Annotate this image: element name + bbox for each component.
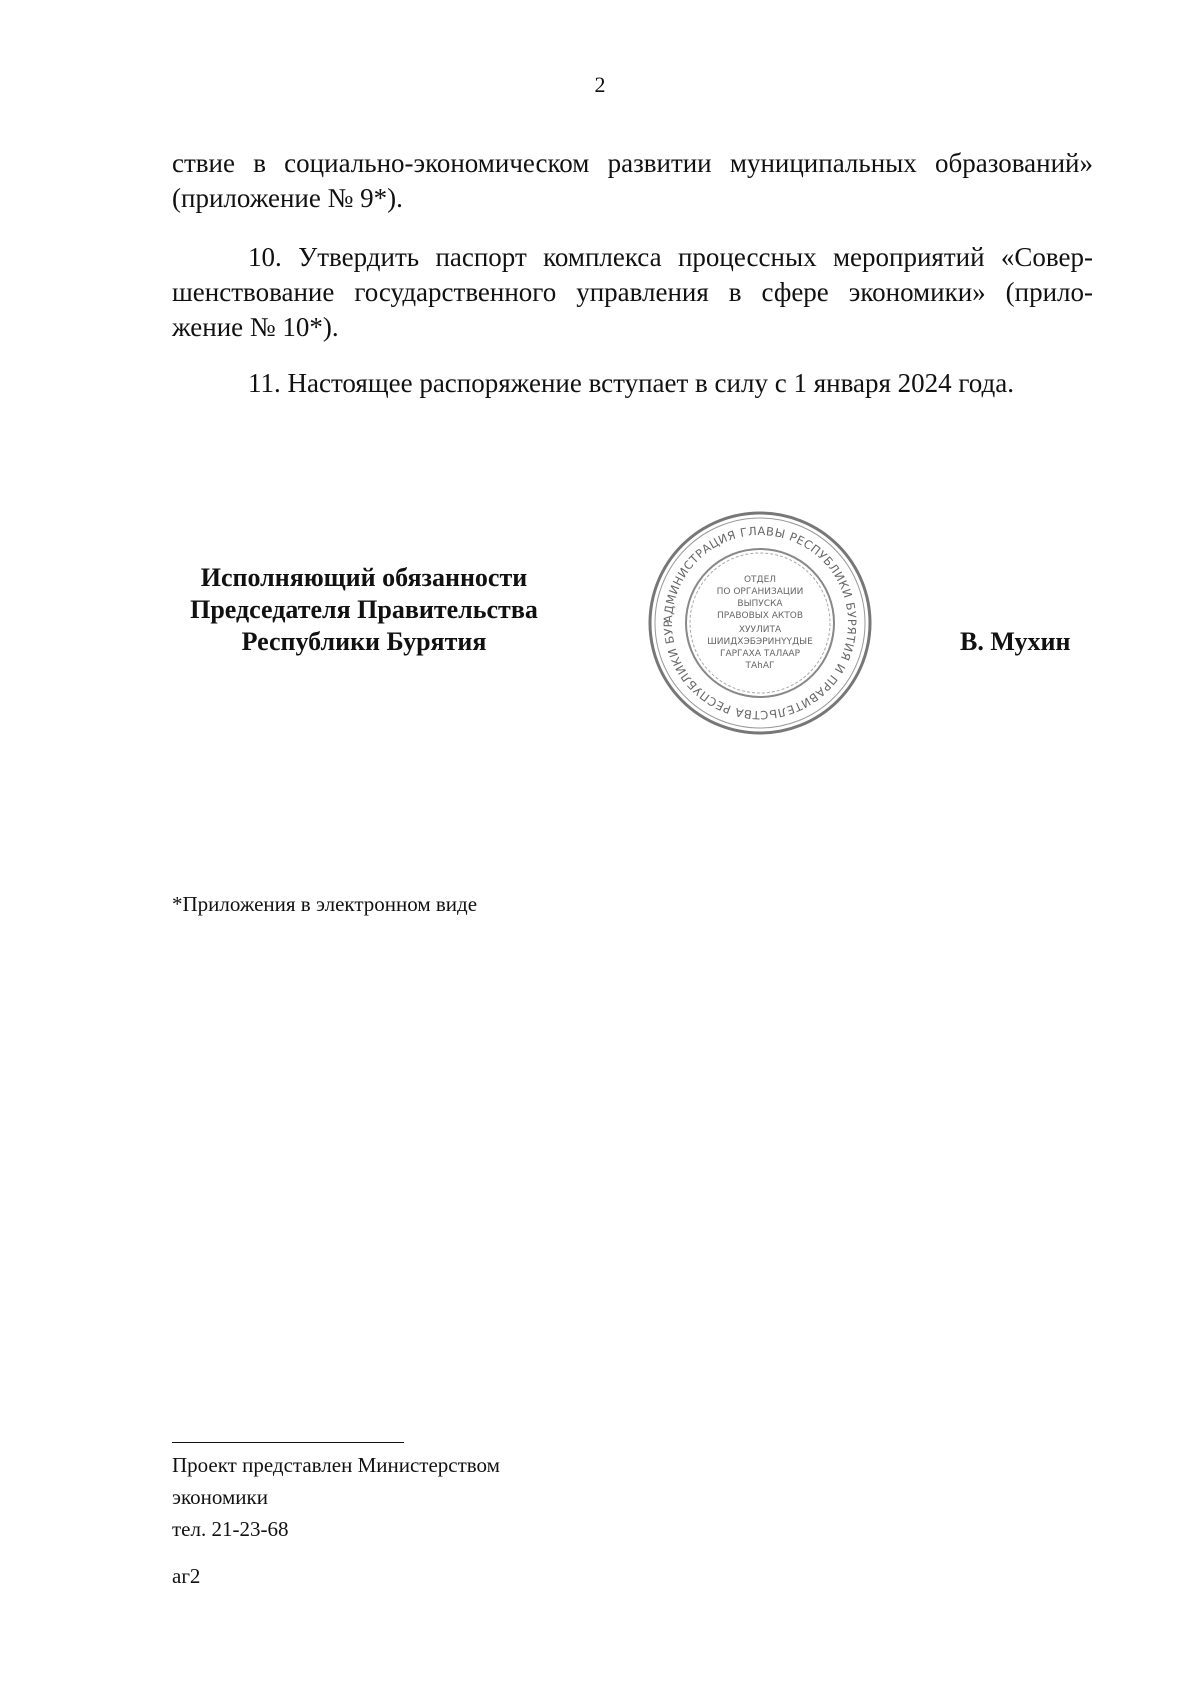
official-seal-stamp <box>645 508 875 738</box>
paragraph-line: 10. Утвердить паспорт комплекса процессных мероприятий «Совер- <box>248 242 1093 272</box>
seal-graphic <box>645 508 875 738</box>
paragraph-continuation <box>172 146 1093 216</box>
paragraph-item-11 <box>172 366 1093 401</box>
document-code: аг2 <box>172 1564 201 1588</box>
footer-divider <box>172 1442 404 1443</box>
seal-center-line: ОТДЕЛ <box>743 575 777 585</box>
seal-center-line: ШИИДХЭБЭРИНҮҮДЫЕ <box>707 637 813 647</box>
footer-line: Проект представлен Министерством <box>172 1453 500 1477</box>
signature-title-line: Председателя Правительства <box>190 595 538 624</box>
paragraph-item-10 <box>172 240 1093 345</box>
seal-center-line: ГАРГАХА ТАЛААР <box>719 649 801 659</box>
seal-center-line: ПРАВОВЫХ АКТОВ <box>716 611 804 621</box>
footer-info <box>172 1449 500 1545</box>
seal-center-line: ТАһАГ <box>745 661 775 671</box>
footer-line: экономики <box>172 1485 268 1509</box>
footer-phone: тел. 21-23-68 <box>172 1517 289 1541</box>
seal-ring-text: АДМИНИСТРАЦИЯ ГЛАВЫ РЕСПУБЛИКИ БУРЯТИЯ И ПРАВИТЕЛЬСТВА РЕСПУБЛИКИ БУР <box>660 523 860 723</box>
paragraph-line: шенствование государственного управления в сфере экономики» (прило- <box>172 277 1093 307</box>
paragraph-line: 11. Настоящее распоряжение вступает в силу с 1 января 2024 года. <box>248 368 1014 398</box>
paragraph-line: ствие в социально-экономическом развитии муниципальных образований» <box>172 148 1093 178</box>
seal-center-line: ХУУЛИТА <box>738 625 782 635</box>
signature-title-line: Республики Бурятия <box>241 627 487 656</box>
paragraph-line: (приложение № 9*). <box>172 183 403 213</box>
seal-center-line: ПО ОРГАНИЗАЦИИ <box>716 587 804 597</box>
signature-title-line: Исполняющий обязанности <box>200 563 528 592</box>
seal-center-line: ВЫПУСКА <box>737 599 783 609</box>
page-number: 2 <box>594 72 606 97</box>
paragraph-line: жение № 10*). <box>172 312 339 342</box>
signature-title <box>170 562 558 658</box>
signer-name: В. Мухин <box>960 627 1071 656</box>
appendix-footnote: *Приложения в электронном виде <box>172 892 478 916</box>
